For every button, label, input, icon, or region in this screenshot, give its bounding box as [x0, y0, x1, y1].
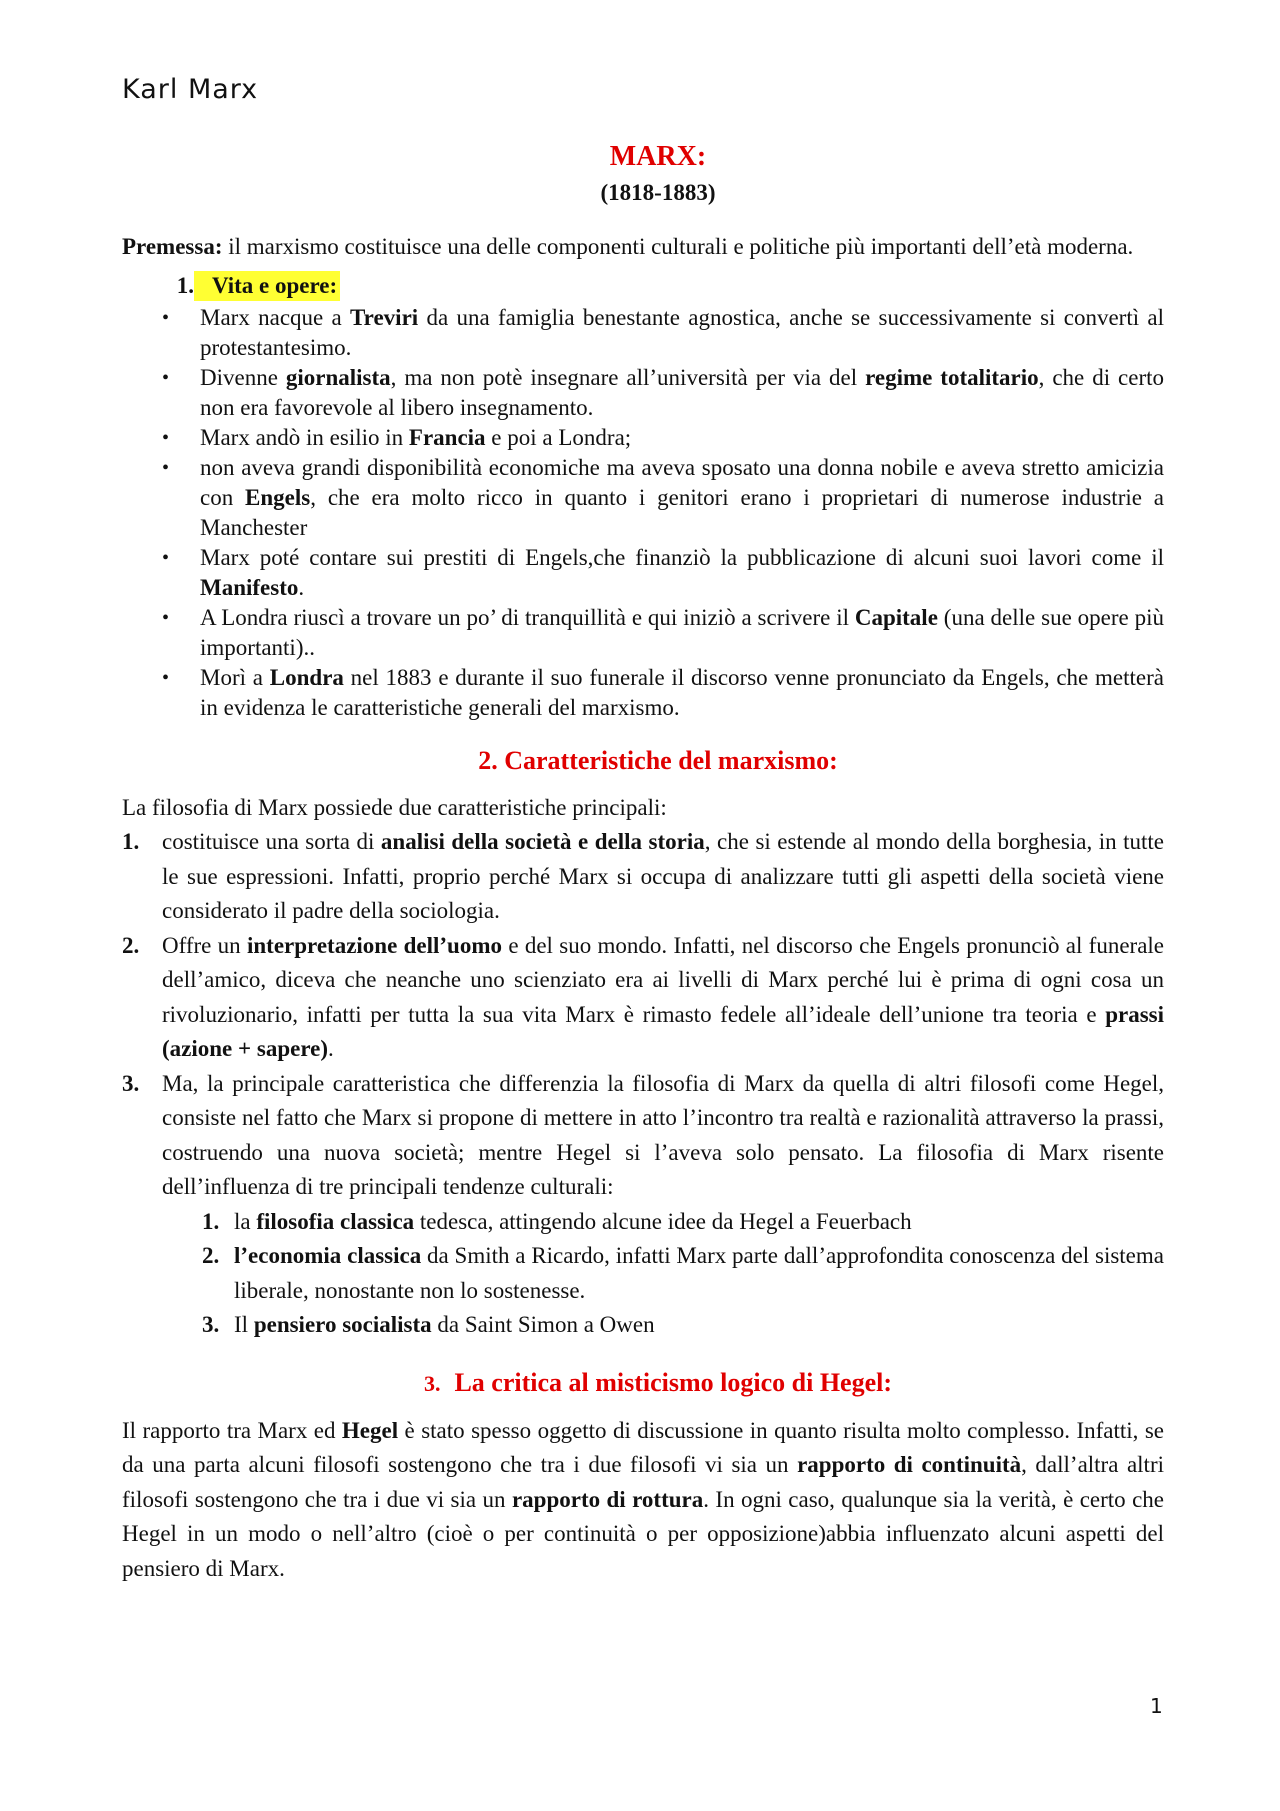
text-run: , dall’altra altri filosofi sostengono che tra i due vi sia un [122, 1452, 1164, 1512]
text-run: Ma, la principale caratteristica che differenzia la filosofia di Marx da quella di altri filosofi come Hegel, consiste nel fatto che Marx si propone di mettere in atto l’incontro tra realtà e razionalità attraverso la prassi, costruendo una nuova società; mentre Hegel si l’aveva solo pensato. La filosofia di Marx risente dell’influenza di tre principali tendenze culturali: [162, 1070, 1164, 1199]
bold-text: prassi (azione + sapere) [162, 1001, 1164, 1061]
text-run: , ma non potè insegnare all’università per via del [390, 365, 866, 390]
influence-item [162, 1205, 1164, 1240]
text-run: Offre un [162, 932, 247, 958]
text-run: non aveva grandi disponibilità economiche ma aveva sposato una donna nobile e aveva stretto amicizia con [200, 455, 1164, 510]
text-run: tedesca, attingendo alcune idee da Hegel a Feuerbach [414, 1208, 912, 1234]
text-run: , che si estende al mondo della borghesia, in tutte le sue espressioni. Infatti, proprio perché Marx si occupa di analizzare tutti gli aspetti della società viene considerato il padre della sociologia. [162, 829, 1164, 923]
influence-item [162, 1239, 1164, 1308]
bullet-item [122, 363, 1164, 423]
section-3-heading [122, 1367, 1164, 1400]
bullet-icon: • [162, 367, 170, 389]
document-dates: (1818-1883) [600, 180, 716, 205]
text-run: Morì a [200, 665, 270, 690]
list-number: 1. [202, 1208, 220, 1234]
influence-item [162, 1308, 1164, 1343]
text-run: Il [234, 1312, 254, 1337]
bullet-icon: • [162, 547, 170, 569]
text-run: , che era molto ricco in quanto i genitori erano i proprietari di numerose industrie a Manchester [200, 485, 1164, 540]
text-run: Marx andò in esilio in [200, 425, 409, 450]
premessa-text: il marxismo costituisce una delle componenti culturali e politiche più importanti dell’età moderna. [222, 234, 1134, 259]
text-run: la [234, 1208, 257, 1234]
hegel-paragraph [122, 1414, 1164, 1587]
text-run: Divenne [200, 365, 286, 390]
section-3-number: 3. [423, 1370, 441, 1396]
bullet-icon: • [162, 457, 170, 479]
text-run: . In ogni caso, qualunque sia la verità, è certo che Hegel in un modo o nell’altro (cioè o per continuità o per opposizione)abbia influenzato alcuni aspetti del pensiero di Marx. [122, 1486, 1165, 1581]
document-title: MARX: [609, 141, 707, 172]
characteristic-item [122, 929, 1164, 1067]
text-run: Marx poté contare sui prestiti di Engels,che finanziò la pubblicazione di alcuni suoi lavori come il [200, 545, 1164, 570]
list-number: 2. [202, 1243, 220, 1268]
text-run: Marx nacque a [200, 305, 351, 330]
bullet-icon: • [162, 667, 170, 689]
list-number: 1. [122, 829, 140, 854]
bold-text: Capitale [854, 605, 938, 630]
text-run: da Saint Simon a Owen [431, 1312, 655, 1337]
bullet-item [122, 663, 1164, 723]
characteristic-item [122, 1067, 1164, 1343]
text-run: nel 1883 e durante il suo funerale il discorso venne pronunciato da Engels, che metterà in evidenza le caratteristiche generali del marxismo. [200, 665, 1164, 720]
influences-list [162, 1205, 1164, 1343]
bullet-item [122, 543, 1164, 603]
list-number: 3. [202, 1312, 220, 1337]
bold-text: analisi della società e della storia [380, 829, 705, 854]
bold-text: Hegel [341, 1417, 399, 1443]
bullet-item [122, 423, 1164, 453]
bullet-icon: • [162, 427, 170, 449]
bold-text: Francia [408, 425, 486, 450]
bold-text: interpretazione dell’uomo [247, 932, 503, 958]
premessa-paragraph [122, 228, 1164, 265]
premessa-label: Premessa: [122, 234, 223, 259]
bullet-item [122, 303, 1164, 363]
section-1-heading [122, 271, 1164, 301]
section-1-number: 1. [176, 273, 194, 298]
text-run: (una delle sue opere più importanti).. [200, 605, 1164, 660]
bold-text: filosofia classica [256, 1208, 415, 1234]
text-run: e del suo mondo. Infatti, nel discorso che Engels pronunciò al funerale dell’amico, diceva che neanche uno scienziato era ai livelli di Marx perché lui è prima di ogni cosa un rivoluzionario, infatti per tutta la sua vita Marx è rimasto fedele all’ideale dell’unione tra teoria e [162, 932, 1164, 1027]
bold-text: rapporto di continuità [797, 1452, 1022, 1477]
characteristics-list [122, 825, 1164, 1343]
text-run: è stato spesso oggetto di discussione in quanto risulta molto complesso. Infatti, se da una parta alcuni filosofi sostengono che tra i due filosofi vi sia un [122, 1417, 1164, 1477]
page-header: Karl Marx [122, 74, 259, 105]
bold-text: l’economia classica [234, 1243, 422, 1268]
characteristic-item [122, 825, 1164, 929]
page-number: 1 [1150, 1694, 1163, 1718]
text-run: . [327, 1036, 334, 1061]
text-run: . [298, 575, 305, 600]
bullet-item [122, 603, 1164, 663]
bold-text: Londra [269, 665, 344, 690]
section-2-intro: La filosofia di Marx possiede due caratteristiche principali: [122, 795, 667, 820]
list-number: 2. [122, 932, 140, 958]
bold-text: giornalista [285, 365, 391, 390]
vita-opere-bullet-list [122, 303, 1164, 723]
bullet-item [122, 453, 1164, 543]
text-run: Il rapporto tra Marx ed [122, 1417, 342, 1443]
bold-text: regime totalitario [865, 365, 1039, 390]
section-3-title: La critica al misticismo logico di Hegel: [454, 1367, 893, 1397]
text-run: A Londra riuscì a trovare un po’ di tranquillità e qui iniziò a scrivere il [200, 605, 855, 630]
text-run: da Smith a Ricardo, infatti Marx parte dall’approfondita conoscenza del sistema liberale, nonostante non lo sostenesse. [234, 1243, 1164, 1303]
bold-text: Manifesto [200, 575, 299, 600]
bold-text: pensiero socialista [253, 1312, 432, 1337]
section-2-heading: 2. Caratteristiche del marxismo: [478, 746, 838, 775]
bullet-icon: • [162, 307, 170, 329]
text-run: costituisce una sorta di [162, 829, 381, 854]
bold-text: Treviri [350, 305, 419, 330]
bullet-icon: • [162, 607, 170, 629]
bold-text: rapporto di rottura [511, 1486, 704, 1512]
text-run: , che di certo non era favorevole al libero insegnamento. [200, 365, 1164, 420]
document-body [122, 140, 1164, 1586]
list-number: 3. [122, 1070, 140, 1096]
section-1-title: Vita e opere: [194, 271, 340, 301]
text-run: e poi a Londra; [485, 425, 632, 450]
bold-text: Engels [245, 485, 311, 510]
text-run: da una famiglia benestante agnostica, anche se successivamente si convertì al protestantesimo. [200, 305, 1164, 360]
